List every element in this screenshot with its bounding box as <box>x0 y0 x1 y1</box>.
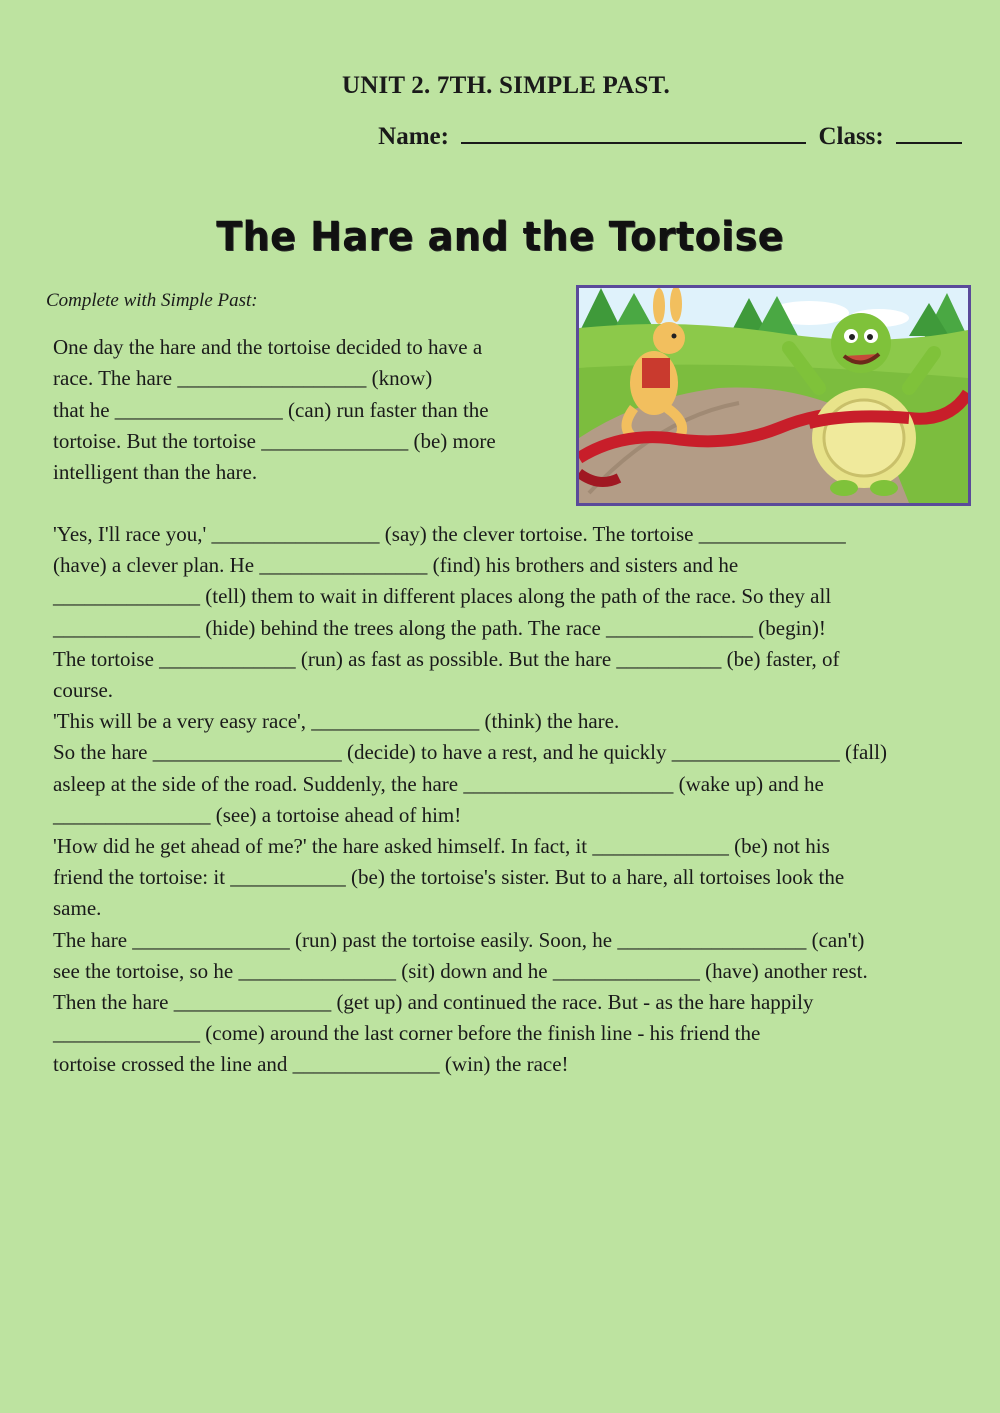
story-line: (have) a clever plan. He ________________ (find) his brothers and sisters and he <box>53 553 739 578</box>
story-line: ______________ (tell) them to wait in different places along the path of the race. So they all <box>53 584 832 609</box>
intro-line: intelligent than the hare. <box>53 460 258 485</box>
story-line: tortoise crossed the line and ______________ (win) the race! <box>53 1052 569 1077</box>
story-line: The tortoise _____________ (run) as fast as possible. But the hare __________ (be) faster, of <box>53 646 840 671</box>
story-line: same. <box>53 896 102 921</box>
story-line: ______________ (hide) behind the trees along the path. The race ______________ (begin)! <box>53 615 826 640</box>
story-line: see the tortoise, so he _______________ (sit) down and he ______________ (have) another rest. <box>53 958 868 983</box>
story-line: 'Yes, I'll race you,' ________________ (say) the clever tortoise. The tortoise ______________ <box>53 522 846 546</box>
story-line: ______________ (come) around the last corner before the finish line - his friend the <box>53 1021 761 1046</box>
class-blank-line[interactable] <box>896 122 962 144</box>
story-line: asleep at the side of the road. Suddenly, the hare ____________________ (wake up) and he <box>53 771 824 796</box>
story-title: The Hare and the Tortoise <box>216 214 784 260</box>
story-line: friend the tortoise: it ___________ (be) the tortoise's sister. But to a hare, all tortoises look the <box>53 865 845 890</box>
story-line: _______________ (see) a tortoise ahead of him! <box>53 802 462 827</box>
intro-line: tortoise. But the tortoise ______________ (be) more <box>53 428 496 453</box>
race-illustration <box>576 285 971 506</box>
story-line: The hare _______________ (run) past the tortoise easily. Soon, he __________________ (can't) <box>53 927 865 952</box>
story-line: 'How did he get ahead of me?' the hare asked himself. In fact, it _____________ (be) not his <box>53 834 830 859</box>
instructions: Complete with Simple Past: <box>46 290 258 311</box>
story-line: Then the hare _______________ (get up) and continued the race. But - as the hare happily <box>53 990 814 1015</box>
name-class-row <box>378 122 968 151</box>
intro-line: race. The hare __________________ (know) <box>53 366 433 391</box>
intro-line: that he ________________ (can) run faster than the <box>53 397 489 422</box>
story-line: course. <box>53 678 114 703</box>
unit-title: UNIT 2. 7TH. SIMPLE PAST. <box>342 72 670 99</box>
story-line: 'This will be a very easy race', ________________ (think) the hare. <box>53 709 620 734</box>
intro-paragraph <box>53 332 563 488</box>
story-line: So the hare __________________ (decide) to have a rest, and he quickly ________________ (fall) <box>53 740 887 765</box>
name-label: Name: <box>378 123 449 150</box>
hare-and-tortoise-race-illustration-icon <box>579 288 968 503</box>
class-label: Class: <box>818 123 884 150</box>
intro-line: One day the hare and the tortoise decided to have a <box>53 335 483 359</box>
name-blank-line[interactable] <box>461 122 806 144</box>
story-paragraph <box>53 519 973 1081</box>
